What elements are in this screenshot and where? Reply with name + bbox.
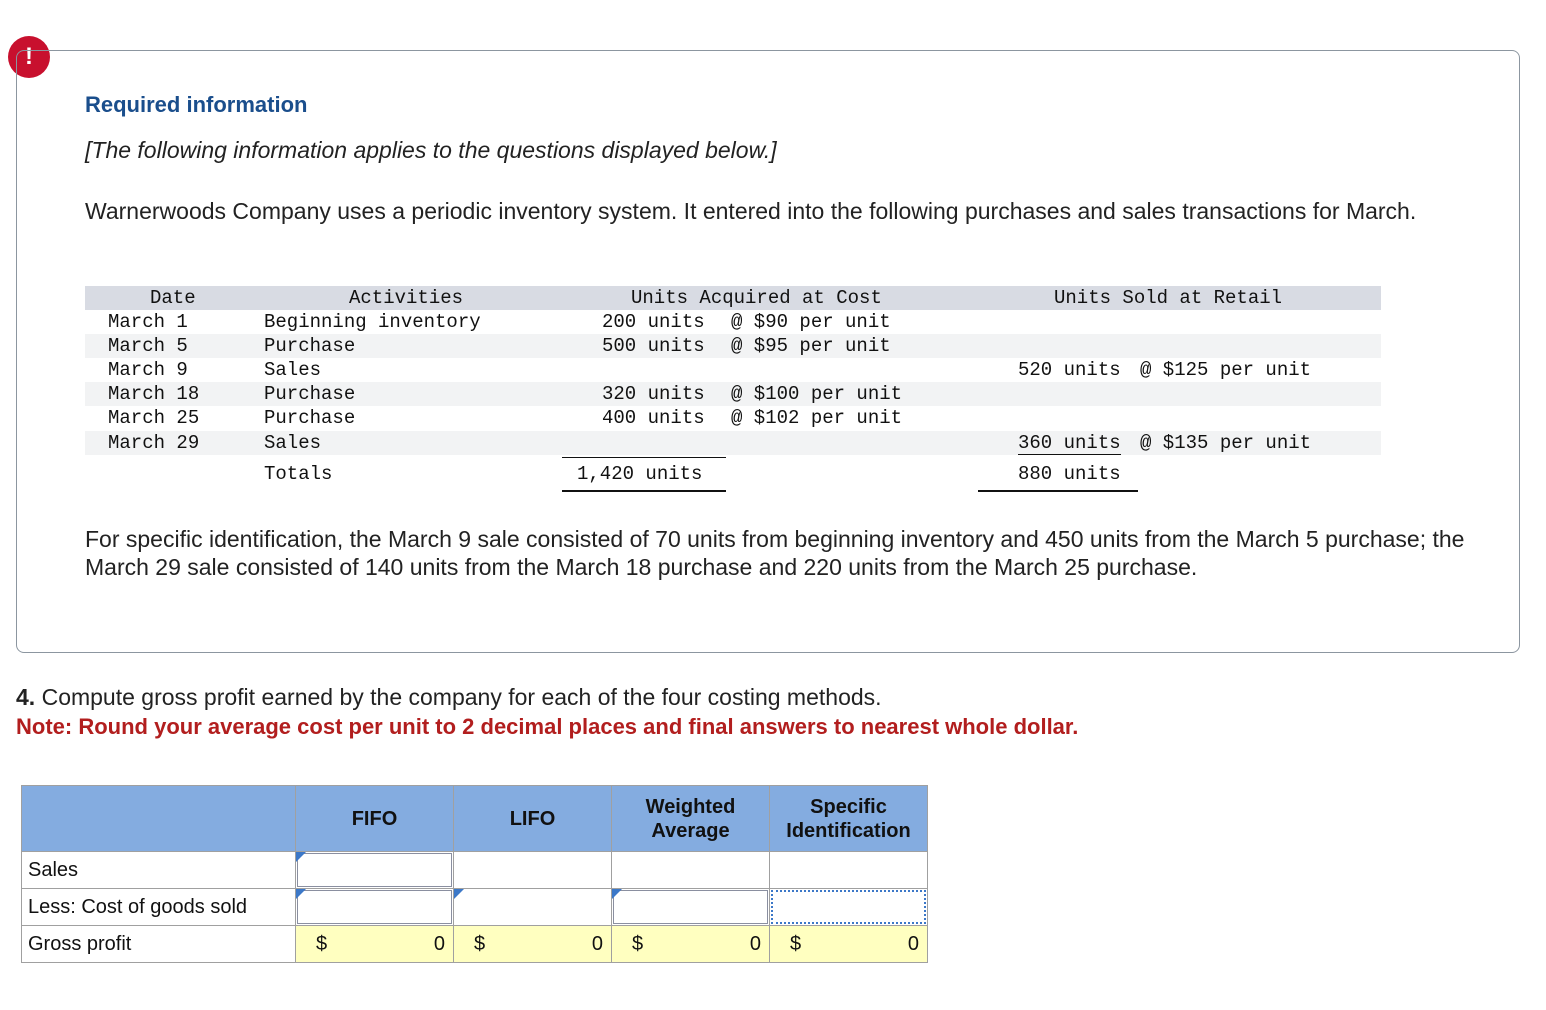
specific-identification-paragraph: For specific identification, the March 9 sale consisted of 70 units from beginning inventory and 450 units from the March 5 purchase; the March 29 sale consisted of 140 units from the March 18 purchase and 220 units from the March 25 purchase. [85, 526, 1465, 580]
row-acq-cost: @ $100 per unit [731, 383, 903, 405]
required-info-subtitle: [The following information applies to the questions displayed below.] [85, 137, 777, 163]
sales-fifo-cell [296, 852, 454, 889]
header-activities: Activities [349, 287, 464, 309]
row-activity: Beginning inventory [264, 311, 481, 333]
sales-weighted-cell[interactable] [612, 852, 770, 889]
header-blank [22, 786, 296, 852]
transactions-header-row [85, 286, 1381, 310]
row-acq-units: 200 units [602, 311, 705, 333]
gross-profit-fifo [296, 926, 454, 963]
row-sold-price: @ $135 per unit [1140, 432, 1312, 454]
row-activity: Sales [264, 359, 322, 381]
row-acq-units: 500 units [602, 335, 705, 357]
question-text [16, 684, 882, 711]
header-lifo: LIFO [454, 786, 612, 852]
cogs-specific-input[interactable] [771, 890, 926, 924]
header-weighted-average: Weighted Average [612, 786, 770, 852]
row-sold-units: 360 units [1018, 432, 1121, 454]
intro-paragraph: Warnerwoods Company uses a periodic inventory system. It entered into the following purchases and sales transactions for March. [85, 198, 1417, 224]
gross-profit-value: 0 [591, 933, 603, 955]
gross-profit-row [22, 926, 928, 963]
cogs-weighted-cell [612, 889, 770, 926]
row-sold-units: 520 units [1018, 359, 1121, 381]
row-activity: Purchase [264, 335, 356, 357]
row-sold-price: @ $125 per unit [1140, 359, 1312, 381]
row-date: March 29 [108, 432, 200, 454]
cogs-weighted-input[interactable] [613, 890, 768, 924]
sales-row [22, 852, 928, 889]
answer-table [21, 785, 928, 963]
totals-row [85, 462, 1381, 486]
currency-symbol: $ [316, 933, 328, 955]
row-activity: Purchase [264, 383, 356, 405]
alert-icon: ! [8, 36, 50, 78]
gross-profit-weighted [612, 926, 770, 963]
row-date: March 9 [108, 359, 188, 381]
sales-lifo-cell[interactable] [454, 852, 612, 889]
header-specific-identification: Specific Identification [770, 786, 928, 852]
gross-profit-lifo [454, 926, 612, 963]
question-note: Note: Round your average cost per unit to 2 decimal places and final answers to nearest whole dollar. [16, 714, 1079, 739]
gross-profit-specific [770, 926, 928, 963]
totals-acquired: 1,420 units [577, 463, 703, 485]
question-body: Compute gross profit earned by the company for each of the four costing methods. [35, 684, 882, 710]
sold-total-underline [978, 490, 1138, 492]
acquired-total-underline [562, 490, 726, 492]
row-acq-cost: @ $95 per unit [731, 335, 891, 357]
table-row [85, 334, 1381, 358]
row-acq-units: 320 units [602, 383, 705, 405]
row-date: March 18 [108, 383, 200, 405]
row-date: March 1 [108, 311, 188, 333]
table-row [85, 358, 1381, 382]
question-number: 4. [16, 684, 36, 710]
table-row [85, 406, 1381, 430]
cogs-specific-cell [770, 889, 928, 926]
input-flag-icon [612, 889, 622, 899]
currency-symbol: $ [632, 933, 644, 955]
cogs-fifo-input[interactable] [297, 890, 452, 924]
table-row [85, 310, 1381, 334]
row-acq-cost: @ $90 per unit [731, 311, 891, 333]
row-acq-cost: @ $102 per unit [731, 407, 903, 429]
cogs-lifo-cell[interactable] [454, 889, 612, 926]
table-row [85, 431, 1381, 455]
input-flag-icon [296, 852, 306, 862]
row-date: March 5 [108, 335, 188, 357]
sales-specific-cell[interactable] [770, 852, 928, 889]
gross-profit-value: 0 [907, 933, 919, 955]
cogs-label: Less: Cost of goods sold [22, 889, 296, 926]
row-acq-units: 400 units [602, 407, 705, 429]
totals-sold: 880 units [1018, 463, 1121, 485]
input-flag-icon [296, 889, 306, 899]
gross-profit-label: Gross profit [22, 926, 296, 963]
row-activity: Sales [264, 432, 322, 454]
row-date: March 25 [108, 407, 200, 429]
currency-symbol: $ [474, 933, 486, 955]
sales-fifo-input[interactable] [297, 853, 452, 887]
currency-symbol: $ [790, 933, 802, 955]
gross-profit-value: 0 [749, 933, 761, 955]
header-date: Date [150, 287, 196, 309]
required-info-title: Required information [85, 92, 308, 117]
cogs-fifo-cell [296, 889, 454, 926]
gross-profit-value: 0 [433, 933, 445, 955]
cogs-row [22, 889, 928, 926]
acquired-sum-line [562, 457, 726, 458]
input-flag-icon [454, 889, 464, 899]
header-fifo: FIFO [296, 786, 454, 852]
answer-header-row [22, 786, 928, 852]
totals-label: Totals [264, 463, 333, 485]
table-row [85, 382, 1381, 406]
header-units-sold: Units Sold at Retail [1054, 287, 1283, 309]
header-units-acquired: Units Acquired at Cost [631, 287, 882, 309]
sales-label: Sales [22, 852, 296, 889]
row-activity: Purchase [264, 407, 356, 429]
